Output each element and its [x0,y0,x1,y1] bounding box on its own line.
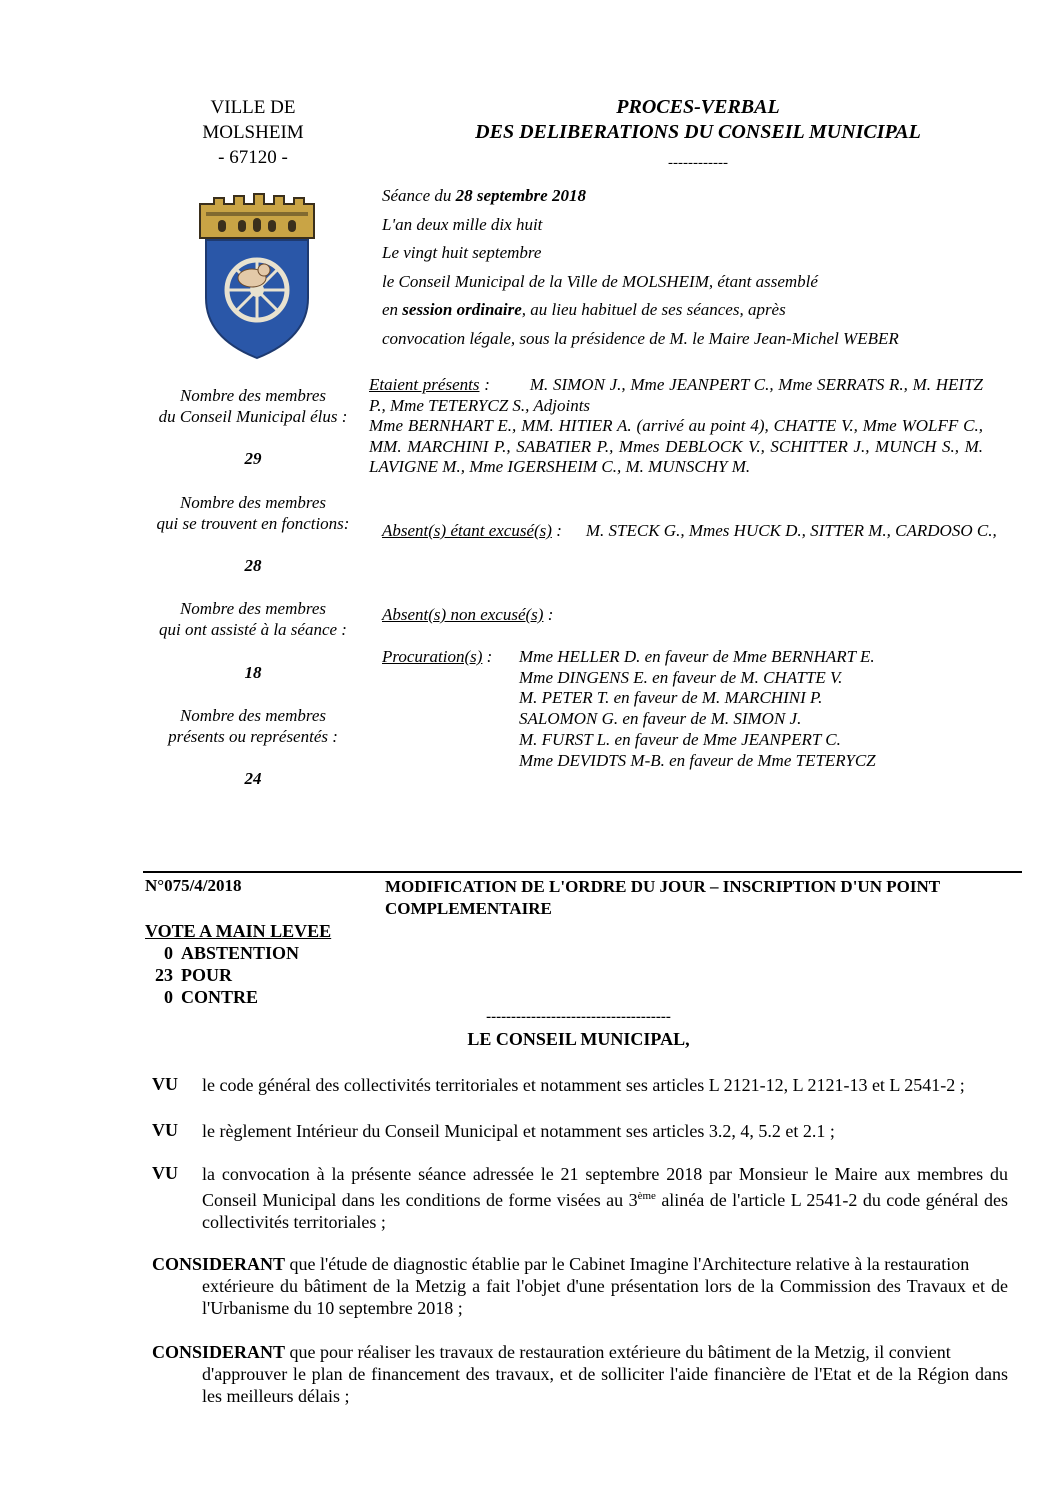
vote-pour-label: POUR [181,965,232,985]
stat-elus-label-1: Nombre des membres [179,386,327,405]
title-line-2: DES DELIBERATIONS DU CONSEIL MUNICIPAL [475,121,921,143]
absents-non-excuses-colon: : [543,605,554,624]
stat-assiste-label [150,598,356,640]
vote-abstention-label: ABSTENTION [181,943,300,963]
city-name: MOLSHEIM [202,122,304,143]
stat-elus-label [150,385,356,427]
vu-text-2: le règlement Intérieur du Conseil Municipal et notamment ses articles 3.2, 4, 5.2 et 2.1 ; [202,1121,835,1141]
presents-label: Etaient présents [369,375,480,394]
procuration-item: M. FURST L. en faveur de Mme JEANPERT C. [519,729,841,749]
considerant-key-2: CONSIDERANT [152,1342,286,1362]
presents-others: Mme BERNHART E., MM. HITIER A. (arrivé au point 4), CHATTE V., Mme WOLFF C., MM. MARCHINI P., SABATIER P., Mmes DEBLOCK V., SCHITTER J., MUNCH S., M. LAVIGNE M., Mme IGERSHEIM C., M. MUNSCHY M. [369,416,983,476]
stat-presents-value: 24 [244,769,262,788]
council-heading: LE CONSEIL MUNICIPAL, [467,1029,690,1049]
considerant-1-rest: extérieure du bâtiment de la Metzig a fait l'objet d'une présentation lors de la Commission des Travaux et de l'Urbanisme du 10 septembre 2018 ; [202,1276,1008,1318]
seance-date: 28 septembre 2018 [455,186,586,205]
procurations-label: Procuration(s) [382,647,483,666]
vu-text-1: le code général des collectivités territoriales et notamment ses articles L 2121-12, L 2121-13 et L 2541-2 ; [202,1075,965,1095]
seance-presidence-line: convocation légale, sous la présidence de M. le Maire Jean-Michel WEBER [382,328,899,348]
vote-abstention-count: 0 [164,943,173,963]
vu-key-2: VU [152,1120,178,1140]
vote-contre-row [145,986,331,1008]
stat-fonctions-label-2: qui se trouvent en fonctions: [156,514,350,533]
title-line-1: PROCES-VERBAL [616,96,780,118]
procuration-item: Mme DEVIDTS M-B. en faveur de Mme TETERYCZ [519,750,876,770]
stat-assiste-label-2: qui ont assisté à la séance : [159,620,347,639]
considerant-2 [152,1341,1008,1407]
seance-block [382,182,1022,353]
considerant-1-first: que l'étude de diagnostic établie par le Cabinet Imagine l'Architecture relative à la restauration [285,1254,970,1274]
stat-fonctions-label [150,492,356,534]
seance-assembly-line: le Conseil Municipal de la Ville de MOLSHEIM, étant assemblé [382,271,818,291]
procuration-item: Mme HELLER D. en faveur de Mme BERNHART E. [519,647,875,666]
procuration-item: SALOMON G. en faveur de M. SIMON J. [519,709,802,729]
seance-year-line: L'an deux mille dix huit [382,214,543,234]
vote-contre-count: 0 [164,987,173,1007]
stat-elus-label-2: du Conseil Municipal élus : [158,407,348,426]
stat-presents-label-1: Nombre des membres [179,706,327,725]
vote-label: VOTE A MAIN LEVEE [145,921,332,941]
vote-contre-label: CONTRE [181,987,259,1007]
seance-date-line [382,182,1022,211]
title-dash: ------------ [668,155,728,171]
presents-block [369,375,983,478]
city-postcode: - 67120 - [218,147,288,168]
procurations-label-block [382,647,492,667]
seance-session-type: session ordinaire [402,300,522,319]
stat-fonctions-label-1: Nombre des membres [179,493,327,512]
document-title [380,95,1016,145]
considerant-2-rest: d'approuver le plan de financement des travaux, et de solliciter l'aide financière de l'Etat et de la Région dans les meilleurs délais ; [202,1364,1008,1406]
considerant-key-1: CONSIDERANT [152,1254,286,1274]
presents-colon: : [479,375,490,394]
vote-pour-row [145,964,331,986]
vote-block [145,920,331,1008]
procuration-item: Mme DINGENS E. en faveur de M. CHATTE V. [519,667,843,687]
procurations-colon: : [482,647,493,666]
city-line-1: VILLE DE [210,97,296,118]
stat-assiste-value: 18 [244,663,262,682]
stat-presents-label [150,705,356,747]
stat-presents-label-2: présents ou représentés : [168,727,338,746]
absents-excuses-label: Absent(s) étant excusé(s) [382,521,552,540]
stat-assiste-label-1: Nombre des membres [179,599,327,618]
procurations-list [519,647,1019,771]
vote-pour-count: 23 [155,965,173,985]
vote-abstention-row [145,942,331,964]
absents-excuses-block [382,520,1014,541]
section-divider [143,871,1022,873]
presents-adjoints: M. SIMON J., Mme JEANPERT C., Mme SERRATS R., M. HEITZ P., Mme TETERYCZ S., Adjoints [369,375,983,415]
vu-text-3 [202,1163,1008,1233]
procuration-item: M. PETER T. en faveur de M. MARCHINI P. [519,688,823,708]
vu3-part-a: la convocation à la présente séance adressée le 21 septembre 2018 par Monsieur le Maire aux membres du Conseil Municipal dans les conditions de forme visées au 3 [202,1164,1008,1210]
seance-session-suffix: , au lieu habituel de ses séances, après [521,300,786,319]
absents-non-excuses-block [382,605,553,625]
considerant-1 [152,1253,1008,1319]
council-separator: ------------------------------------- [486,1009,671,1025]
considerant-2-first: que pour réaliser les travaux de restauration extérieure du bâtiment de la Metzig, il convient [285,1342,951,1362]
absents-non-excuses-label: Absent(s) non excusé(s) [382,605,544,624]
seance-prefix: Séance du [382,186,456,205]
stat-elus-value: 29 [244,449,262,468]
stat-fonctions-value: 28 [244,556,262,575]
coat-of-arms-icon [192,190,322,360]
vu-key-3: VU [152,1163,178,1183]
deliberation-number: N°075/4/2018 [145,876,242,895]
city-block [150,95,356,170]
absents-excuses-colon: : [551,521,562,540]
vu-key-1: VU [152,1074,178,1094]
seance-session-prefix: en [382,300,403,319]
seance-day-line: Le vingt huit septembre [382,243,542,262]
vu3-superscript: ème [637,1190,656,1202]
seance-session-line [382,296,1022,325]
deliberation-title: MODIFICATION DE L'ORDRE DU JOUR – INSCRIPTION D'UN POINT COMPLEMENTAIRE [385,877,940,918]
vu3-part-b: alinéa de l'article L 2541-2 du code général des collectivités territoriales ; [202,1190,1008,1232]
absents-excuses-names: M. STECK G., Mmes HUCK D., SITTER M., CARDOSO C., [585,521,997,540]
